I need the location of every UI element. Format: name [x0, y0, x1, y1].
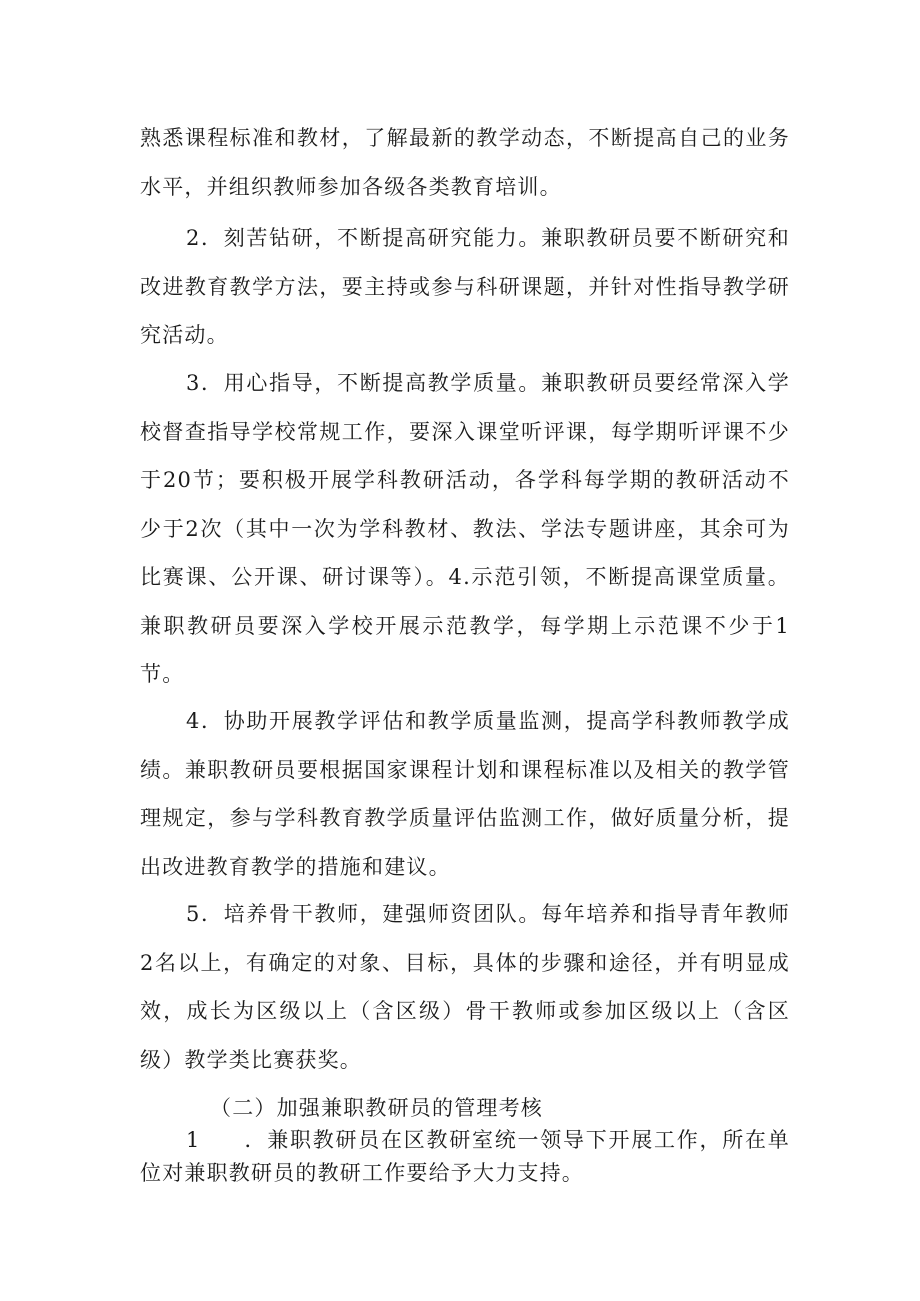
paragraph-item-3: 3．用心指导，不断提高教学质量。兼职教研员要经常深入学校督查指导学校常规工作，要深入课堂听评课，每学期听评课不少于20节；要积极开展学科教研活动，各学科每学期的教研活动不少于2次（其中一次为学科教材、教法、学法专题讲座，其余可为比赛课、公开课、研讨课等）。4.示范引领，不断提高课堂质量。兼职教研员要深入学校开展示范教学，每学期上示范课不少于1节。 — [140, 371, 790, 686]
paragraph-item-2: 2．刻苦钻研，不断提高研究能力。兼职教研员要不断研究和改进教育教学方法，要主持或参与科研课题，并针对性指导教学研究活动。 — [140, 226, 790, 347]
paragraph-item-4: 4．协助开展教学评估和教学质量监测，提高学科教师教学成绩。兼职教研员要根据国家课程计划和课程标准以及相关的教学管理规定，参与学科教育教学质量评估监测工作，做好质量分析，提出改进教育教学的措施和建议。 — [140, 709, 790, 879]
item-text: ．兼职教研员在区教研室统一领导下开展工作，所在单位对兼职教研员的教研工作要给予大力支持。 — [140, 1128, 790, 1185]
item-number: 1 — [186, 1128, 201, 1152]
section-heading: （二）加强兼职教研员的管理考核 — [210, 1096, 543, 1120]
paragraph-management-item-1 — [140, 1124, 790, 1190]
paragraph-item-5: 5．培养骨干教师，建强师资团队。每年培养和指导青年教师2名以上，有确定的对象、目标，具体的步骤和途径，并有明显成效，成长为区级以上（含区级）骨干教师或参加区级以上（含区级）教学类比赛获奖。 — [140, 902, 790, 1072]
paragraph-continuation: 熟悉课程标准和教材，了解最新的教学动态，不断提高自己的业务水平，并组织教师参加各级各类教育培训。 — [140, 126, 790, 199]
